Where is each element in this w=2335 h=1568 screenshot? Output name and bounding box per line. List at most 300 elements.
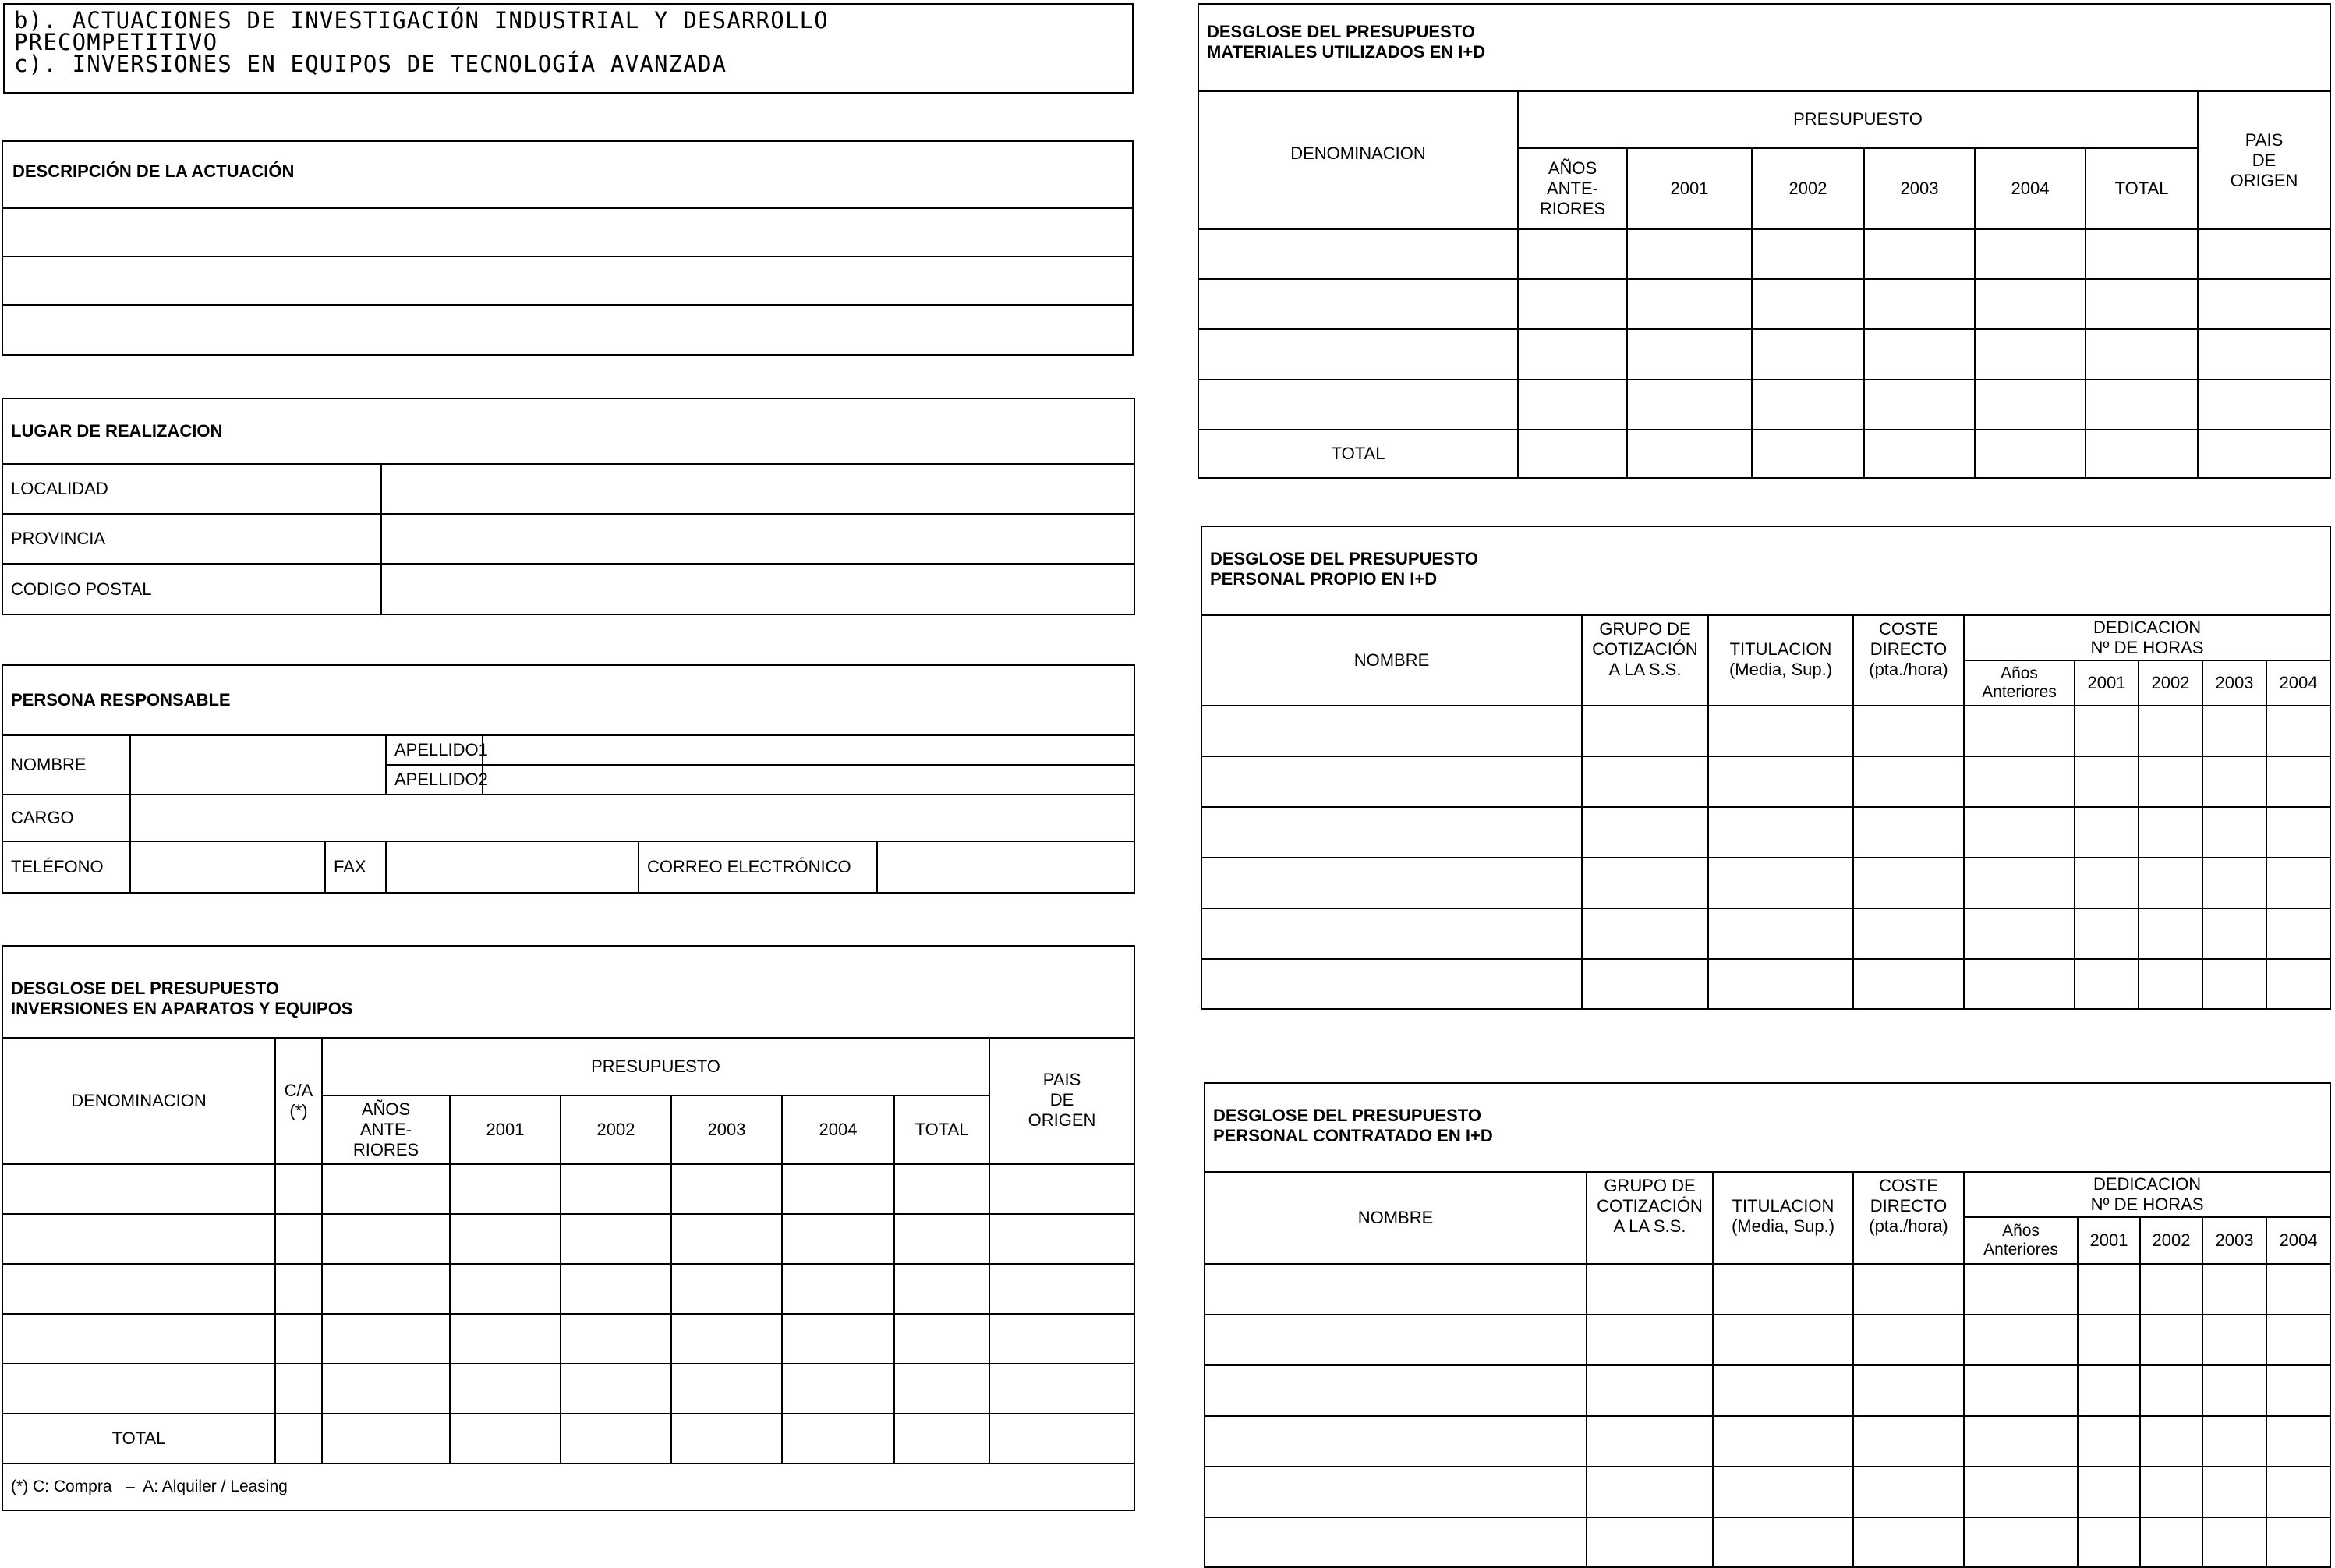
cell[interactable] [1201,706,1582,756]
cell[interactable] [1713,1264,1853,1315]
aparatos-2003-header: 2003 [671,1095,782,1164]
cell[interactable] [2,1264,275,1314]
materiales-row [1198,380,2330,430]
cargo-field[interactable] [130,795,1134,841]
cell[interactable] [2140,1264,2202,1315]
cell[interactable] [671,1164,782,1214]
cell[interactable] [1853,959,1964,1009]
cell[interactable] [1853,1416,1964,1467]
cell[interactable] [2139,706,2202,756]
cell[interactable] [1205,1467,1587,1517]
cell[interactable] [561,1264,671,1314]
cell[interactable] [2266,807,2330,858]
cell[interactable] [1713,1365,1853,1416]
cell[interactable] [671,1414,782,1464]
materiales-row [1198,279,2330,329]
cell[interactable] [450,1314,561,1364]
cell[interactable] [322,1414,450,1464]
cell[interactable] [2086,229,2198,279]
cell[interactable] [275,1164,322,1214]
cell[interactable] [2198,430,2330,478]
propio-row [1201,706,2330,756]
cell[interactable] [2202,1264,2266,1315]
cell[interactable] [1713,1467,1853,1517]
cell[interactable] [1853,858,1964,908]
cell[interactable] [2140,1365,2202,1416]
propio-2001-header: 2001 [2075,660,2139,706]
contratado-row [1205,1264,2330,1315]
cell[interactable] [2266,756,2330,807]
materiales-denominacion-header: DENOMINACION [1198,91,1518,229]
cell[interactable] [322,1314,450,1364]
cell[interactable] [1975,380,2086,430]
lugar-table [2,398,1135,615]
cell[interactable] [1627,279,1752,329]
cell[interactable] [782,1214,894,1264]
aparatos-2004-header: 2004 [782,1095,894,1164]
cell[interactable] [1975,430,2086,478]
cell[interactable] [1864,380,1975,430]
cell[interactable] [1752,380,1864,430]
cell[interactable] [2078,1264,2140,1315]
cell[interactable] [275,1314,322,1364]
cell[interactable] [2202,908,2266,959]
materiales-title-1: DESGLOSE DEL PRESUPUESTO [1207,22,1475,41]
dedicacion-label-1: DEDICACION [2093,1174,2202,1194]
cell[interactable] [2266,1365,2330,1416]
grupo-label-1: GRUPO DE [1599,619,1691,639]
cell[interactable] [2266,1416,2330,1467]
cell[interactable] [1853,1365,1964,1416]
cell[interactable] [561,1314,671,1364]
materiales-2001-header: 2001 [1627,148,1752,229]
cell[interactable] [1752,279,1864,329]
contratado-title [1205,1083,2330,1172]
codigo-postal-field[interactable] [381,564,1134,614]
cell[interactable] [2075,908,2139,959]
cell[interactable] [1518,380,1627,430]
cell[interactable] [1627,329,1752,379]
header-line-1: b). ACTUACIONES DE INVESTIGACIÓN INDUSTRIAL Y DESARROLLO [14,7,829,34]
cell[interactable] [2266,1517,2330,1567]
cell[interactable] [275,1214,322,1264]
cell[interactable] [671,1214,782,1264]
cell[interactable] [782,1364,894,1414]
cell[interactable] [1975,229,2086,279]
cell[interactable] [1205,1517,1587,1567]
dedicacion-label-2: Nº DE HORAS [2090,1195,2204,1214]
cell[interactable] [2202,1315,2266,1365]
cell[interactable] [2202,1467,2266,1517]
aparatos-row [2,1214,1134,1264]
cell[interactable] [1864,329,1975,379]
cell[interactable] [2266,858,2330,908]
cell[interactable] [1582,807,1708,858]
cell[interactable] [989,1164,1134,1214]
cell[interactable] [1627,380,1752,430]
cell[interactable] [1964,1264,2078,1315]
cell[interactable] [1853,908,1964,959]
aparatos-ca-header [275,1038,322,1164]
cell[interactable] [1708,908,1853,959]
cell[interactable] [1201,807,1582,858]
cell[interactable] [2,1214,275,1264]
cell[interactable] [2202,1416,2266,1467]
cell[interactable] [1198,329,1518,379]
telefono-field[interactable] [130,841,325,893]
cell[interactable] [1964,858,2075,908]
cell[interactable] [1198,279,1518,329]
coste-label-2: DIRECTO [1870,639,1948,659]
cell[interactable] [2140,1467,2202,1517]
cell[interactable] [989,1264,1134,1314]
cell[interactable] [2202,1517,2266,1567]
cell[interactable] [2202,706,2266,756]
materiales-total-header: TOTAL [2086,148,2198,229]
contratado-2003-header: 2003 [2202,1217,2266,1264]
cell[interactable] [894,1164,989,1214]
propio-title-2: PERSONAL PROPIO EN I+D [1210,569,1438,589]
cell[interactable] [561,1414,671,1464]
anos-label-1: Años [2001,664,2038,682]
cell[interactable] [2266,706,2330,756]
cell[interactable] [2202,959,2266,1009]
cell[interactable] [2086,329,2198,379]
titulacion-label-1: TITULACION [1729,639,1832,659]
cell[interactable] [1582,756,1708,807]
cell[interactable] [1964,706,2075,756]
cell[interactable] [2078,1517,2140,1567]
descripcion-line-2[interactable] [3,257,1132,303]
cell[interactable] [1708,807,1853,858]
cell[interactable] [322,1164,450,1214]
anos-label-1: Años [2002,1222,2040,1240]
coste-label-3: (pta./hora) [1869,1216,1948,1236]
cargo-label: CARGO [2,795,130,841]
grupo-label-3: A LA S.S. [1613,1216,1686,1236]
cell[interactable] [1853,756,1964,807]
cell[interactable] [2075,858,2139,908]
cell[interactable] [1582,908,1708,959]
cell[interactable] [782,1164,894,1214]
pais-label-2: DE [2252,150,2277,170]
cell[interactable] [1518,279,1627,329]
cell[interactable] [322,1264,450,1314]
cell[interactable] [1627,229,1752,279]
cell[interactable] [1205,1315,1587,1365]
cell[interactable] [1864,279,1975,329]
cell[interactable] [894,1364,989,1414]
correo-label: CORREO ELECTRÓNICO [639,841,877,893]
dedicacion-label-2: Nº DE HORAS [2090,638,2204,657]
cell[interactable] [671,1364,782,1414]
cell[interactable] [450,1214,561,1264]
cell[interactable] [989,1364,1134,1414]
apellido2-field[interactable] [483,765,1134,795]
anos-label-1: AÑOS [1548,158,1597,178]
cell[interactable] [1964,807,2075,858]
propio-dedicacion-header [1964,615,2330,660]
dedicacion-label-1: DEDICACION [2093,618,2202,637]
propio-row [1201,858,2330,908]
cell[interactable] [1964,1517,2078,1567]
cell[interactable] [2078,1315,2140,1365]
cell[interactable] [1864,229,1975,279]
cell[interactable] [1853,1517,1964,1567]
cell[interactable] [1205,1264,1587,1315]
cell[interactable] [1587,1467,1713,1517]
cell[interactable] [1587,1264,1713,1315]
contratado-coste-header [1853,1172,1964,1264]
cell[interactable] [1582,959,1708,1009]
cell[interactable] [561,1364,671,1414]
cell[interactable] [2198,380,2330,430]
cell[interactable] [561,1164,671,1214]
descripcion-line-1[interactable] [3,209,1132,254]
cell[interactable] [1853,1315,1964,1365]
cell[interactable] [1201,756,1582,807]
propio-anos-header [1964,660,2075,706]
propio-2002-header: 2002 [2139,660,2202,706]
cell[interactable] [1518,229,1627,279]
grupo-label-1: GRUPO DE [1604,1176,1696,1195]
anos-label-2: Anteriores [1982,683,2057,701]
cell[interactable] [989,1214,1134,1264]
cell[interactable] [1853,807,1964,858]
cell[interactable] [1964,1467,2078,1517]
aparatos-title-1: DESGLOSE DEL PRESUPUESTO [11,979,279,998]
cell[interactable] [275,1364,322,1414]
materiales-title [1198,4,2330,91]
correo-field[interactable] [877,841,1134,893]
cell[interactable] [1201,959,1582,1009]
cell[interactable] [2266,959,2330,1009]
anos-label-2: ANTE- [360,1120,412,1139]
cell[interactable] [1587,1315,1713,1365]
cell[interactable] [2202,858,2266,908]
cell[interactable] [2139,807,2202,858]
codigo-postal-label: CODIGO POSTAL [2,564,381,614]
cell[interactable] [2198,279,2330,329]
cell[interactable] [322,1214,450,1264]
materiales-2003-header: 2003 [1864,148,1975,229]
descripcion-line-3[interactable] [3,306,1132,354]
cell[interactable] [1713,1416,1853,1467]
contratado-title-2: PERSONAL CONTRATADO EN I+D [1213,1126,1493,1145]
pais-label-3: ORIGEN [1028,1110,1096,1130]
cell[interactable] [2078,1365,2140,1416]
cell[interactable] [450,1164,561,1214]
contratado-row [1205,1315,2330,1365]
propio-coste-header [1853,615,1964,706]
provincia-field[interactable] [381,514,1134,564]
cell[interactable] [1582,858,1708,908]
contratado-grupo-header [1587,1172,1713,1264]
localidad-field[interactable] [381,464,1134,514]
cell[interactable] [782,1414,894,1464]
aparatos-anos-header [322,1095,450,1164]
cell[interactable] [1627,430,1752,478]
cell[interactable] [2075,959,2139,1009]
cell[interactable] [1582,706,1708,756]
cell[interactable] [2202,807,2266,858]
contratado-table [1204,1082,2331,1568]
cell[interactable] [989,1314,1134,1364]
propio-title [1201,526,2330,615]
cell[interactable] [1713,1315,1853,1365]
cell[interactable] [2202,1365,2266,1416]
cell[interactable] [450,1264,561,1314]
cell[interactable] [1708,959,1853,1009]
cell[interactable] [1713,1517,1853,1567]
cell[interactable] [2078,1416,2140,1467]
apellido1-label: APELLIDO1 [386,735,483,765]
nombre-field[interactable] [130,735,386,795]
cell[interactable] [1205,1416,1587,1467]
pais-label-1: PAIS [2245,129,2284,150]
cell[interactable] [1964,959,2075,1009]
aparatos-pais-header [989,1038,1134,1164]
grupo-label-2: COTIZACIÓN [1597,1196,1703,1216]
cell[interactable] [2139,908,2202,959]
cell[interactable] [2202,756,2266,807]
cell[interactable] [2075,706,2139,756]
cell[interactable] [2075,807,2139,858]
cell[interactable] [1201,858,1582,908]
cell[interactable] [989,1414,1134,1464]
cell[interactable] [1864,430,1975,478]
cell[interactable] [2140,1416,2202,1467]
cell[interactable] [1752,329,1864,379]
coste-label-1: COSTE [1879,1176,1938,1195]
cell[interactable] [2139,959,2202,1009]
cell[interactable] [2075,756,2139,807]
cell[interactable] [1975,279,2086,329]
fax-field[interactable] [386,841,639,893]
cell[interactable] [894,1264,989,1314]
cell[interactable] [2140,1315,2202,1365]
aparatos-presupuesto-header: PRESUPUESTO [322,1038,989,1095]
cell[interactable] [1587,1365,1713,1416]
pais-label-2: DE [1049,1090,1074,1110]
cell[interactable] [2139,756,2202,807]
aparatos-2002-header: 2002 [561,1095,671,1164]
cell[interactable] [2266,908,2330,959]
cell[interactable] [1975,329,2086,379]
nombre-label: NOMBRE [2,735,130,795]
cell[interactable] [1198,380,1518,430]
cell[interactable] [322,1364,450,1414]
cell[interactable] [2086,380,2198,430]
aparatos-row [2,1264,1134,1314]
contratado-nombre-header: NOMBRE [1205,1172,1587,1264]
cell[interactable] [1752,229,1864,279]
persona-title: PERSONA RESPONSABLE [2,665,1134,735]
cell[interactable] [782,1264,894,1314]
cell[interactable] [275,1414,322,1464]
contratado-2001-header: 2001 [2078,1217,2140,1264]
cell[interactable] [1752,430,1864,478]
cell[interactable] [2086,279,2198,329]
cell[interactable] [671,1264,782,1314]
provincia-label: PROVINCIA [2,514,381,564]
contratado-2002-header: 2002 [2140,1217,2202,1264]
cell[interactable] [1853,1467,1964,1517]
cell[interactable] [1964,756,2075,807]
cell[interactable] [2140,1517,2202,1567]
cell[interactable] [2139,858,2202,908]
cell[interactable] [2078,1467,2140,1517]
propio-row [1201,959,2330,1009]
cell[interactable] [1708,756,1853,807]
propio-row [1201,908,2330,959]
contratado-titulacion-header [1713,1172,1853,1264]
cell[interactable] [2198,229,2330,279]
grupo-label-2: COTIZACIÓN [1592,639,1698,659]
cell[interactable] [1964,1365,2078,1416]
pais-label-3: ORIGEN [2230,170,2298,190]
cell[interactable] [2,1164,275,1214]
cell[interactable] [894,1214,989,1264]
materiales-table [1198,3,2331,479]
cell[interactable] [1853,1264,1964,1315]
cell[interactable] [894,1414,989,1464]
cell[interactable] [450,1414,561,1464]
apellido1-field[interactable] [483,735,1134,765]
cell[interactable] [1198,229,1518,279]
cell[interactable] [1518,329,1627,379]
contratado-row [1205,1517,2330,1567]
cell[interactable] [1587,1416,1713,1467]
cell[interactable] [782,1314,894,1364]
materiales-presupuesto-header: PRESUPUESTO [1518,91,2198,147]
form-header [3,3,1134,94]
cell[interactable] [2198,329,2330,379]
contratado-row [1205,1467,2330,1517]
cell[interactable] [1201,908,1582,959]
cell[interactable] [561,1214,671,1264]
cell[interactable] [450,1364,561,1414]
cell[interactable] [1964,1416,2078,1467]
cell[interactable] [1853,706,1964,756]
cell[interactable] [671,1314,782,1364]
cell[interactable] [275,1264,322,1314]
cell[interactable] [1708,706,1853,756]
aparatos-total-header: TOTAL [894,1095,989,1164]
cell[interactable] [2266,1264,2330,1315]
cell[interactable] [1518,430,1627,478]
cell[interactable] [1964,1315,2078,1365]
materiales-total-label: TOTAL [1198,430,1518,478]
cell[interactable] [2,1314,275,1364]
cell[interactable] [1964,908,2075,959]
cell[interactable] [1587,1517,1713,1567]
propio-titulacion-header [1708,615,1853,706]
cell[interactable] [2266,1467,2330,1517]
cell[interactable] [1205,1365,1587,1416]
cell[interactable] [894,1314,989,1364]
aparatos-2001-header: 2001 [450,1095,561,1164]
cell[interactable] [2086,430,2198,478]
titulacion-label-2: (Media, Sup.) [1731,1216,1835,1236]
propio-row [1201,756,2330,807]
cell[interactable] [2266,1315,2330,1365]
localidad-label: LOCALIDAD [2,464,381,514]
grupo-label-3: A LA S.S. [1608,660,1682,679]
cell[interactable] [1708,858,1853,908]
cell[interactable] [2,1364,275,1414]
ca-note: (*) [289,1101,308,1120]
